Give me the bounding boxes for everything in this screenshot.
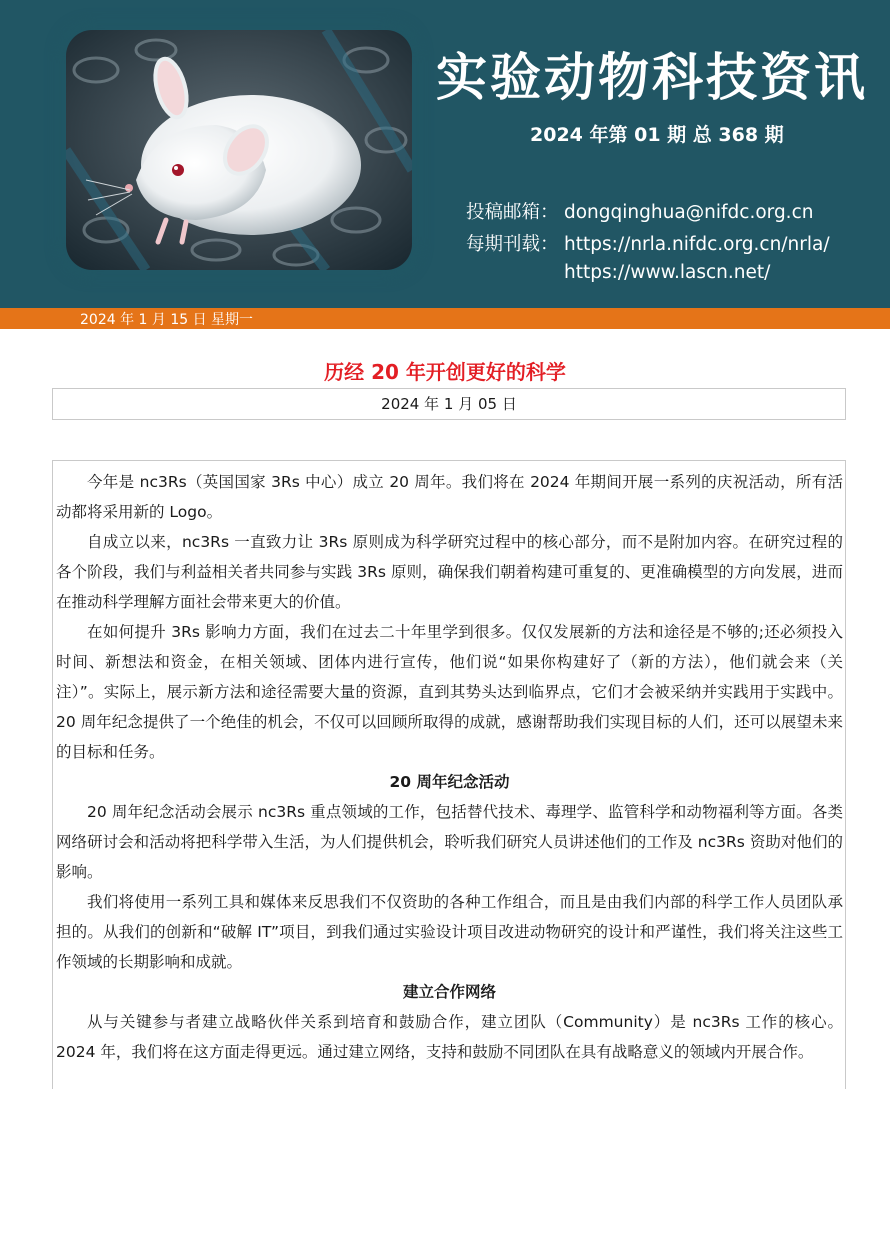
periodical-label: 每期刊载： [466, 234, 559, 255]
periodical-url-2 [564, 262, 770, 283]
issue-number: 2024 年第 01 期 总 368 期 [530, 124, 784, 146]
periodical-link-2[interactable]: https://www.lascn.net/ [564, 262, 771, 283]
masthead [0, 0, 890, 308]
paragraph: 自成立以来，nc3Rs 一直致力让 3Rs 原则成为科学研究过程中的核心部分，而不是附加内容。在研究过程的各个阶段，我们与利益相关者共同参与实践 3Rs 原则，确保我们朝着构建可重复的、更准确模型的方向发展，进而在推动科学理解方面社会带来更大的价值。 [56, 533, 843, 611]
section-heading: 建立合作网络 [402, 983, 496, 1001]
email-label: 投稿邮箱： [466, 202, 559, 223]
paragraph: 今年是 nc3Rs（英国国家 3Rs 中心）成立 20 周年。我们将在 2024 年期间开展一系列的庆祝活动，所有活动都将采用新的 Logo。 [56, 473, 843, 521]
paragraph: 在如何提升 3Rs 影响力方面，我们在过去二十年里学到很多。仅仅发展新的方法和途径是不够的;还必须投入时间、新想法和资金，在相关领域、团体内进行宣传，他们说“如果你构建好了（新的方法），他们就会来（关注）”。实际上，展示新方法和途径需要大量的资源，直到其势头达到临界点，它们才会被采纳并实践用于实践中。20 周年纪念提供了一个绝佳的机会，不仅可以回顾所取得的成就，感谢帮助我们实现目标的人们，还可以展望未来的目标和任务。 [56, 623, 843, 761]
paragraph: 从与关键参与者建立战略伙伴关系到培育和鼓励合作，建立团队（Community）是 nc3Rs 工作的核心。2024 年，我们将在这方面走得更远。通过建立网络，支持和鼓励不同团队在具有战略意义的领域内开展合作。 [56, 1013, 843, 1061]
periodical-link-1[interactable]: https://nrla.nifdc.org.cn/nrla/ [564, 234, 830, 255]
submission-email [466, 198, 813, 224]
periodical-url-1 [466, 230, 830, 256]
section-heading: 20 周年纪念活动 [389, 773, 510, 791]
paragraph: 我们将使用一系列工具和媒体来反思我们不仅资助的各种工作组合，而且是由我们内部的科学工作人员团队承担的。从我们的创新和“破解 IT”项目，到我们通过实验设计项目改进动物研究的设计和严谨性，我们将关注这些工作领域的长期影响和成就。 [56, 893, 843, 971]
paragraph: 20 周年纪念活动会展示 nc3Rs 重点领域的工作，包括替代技术、毒理学、监管科学和动物福利等方面。各类网络研讨会和活动将把科学带入生活，为人们提供机会，聆听我们研究人员讲述他们的工作及 nc3Rs 资助对他们的影响。 [56, 803, 843, 881]
publication-date-bar [0, 308, 890, 329]
article-title: 历经 20 年开创更好的科学 [324, 360, 566, 384]
white-mouse-illustration [66, 30, 412, 270]
journal-title: 实验动物科技资讯 [435, 49, 868, 108]
cover-mouse-photo [66, 30, 412, 270]
article-date: 2024 年 1 月 05 日 [52, 388, 846, 420]
article-body [52, 460, 846, 1089]
email-link[interactable]: dongqinghua@nifdc.org.cn [564, 202, 814, 223]
publication-date: 2024 年 1 月 15 日 星期一 [80, 312, 254, 328]
